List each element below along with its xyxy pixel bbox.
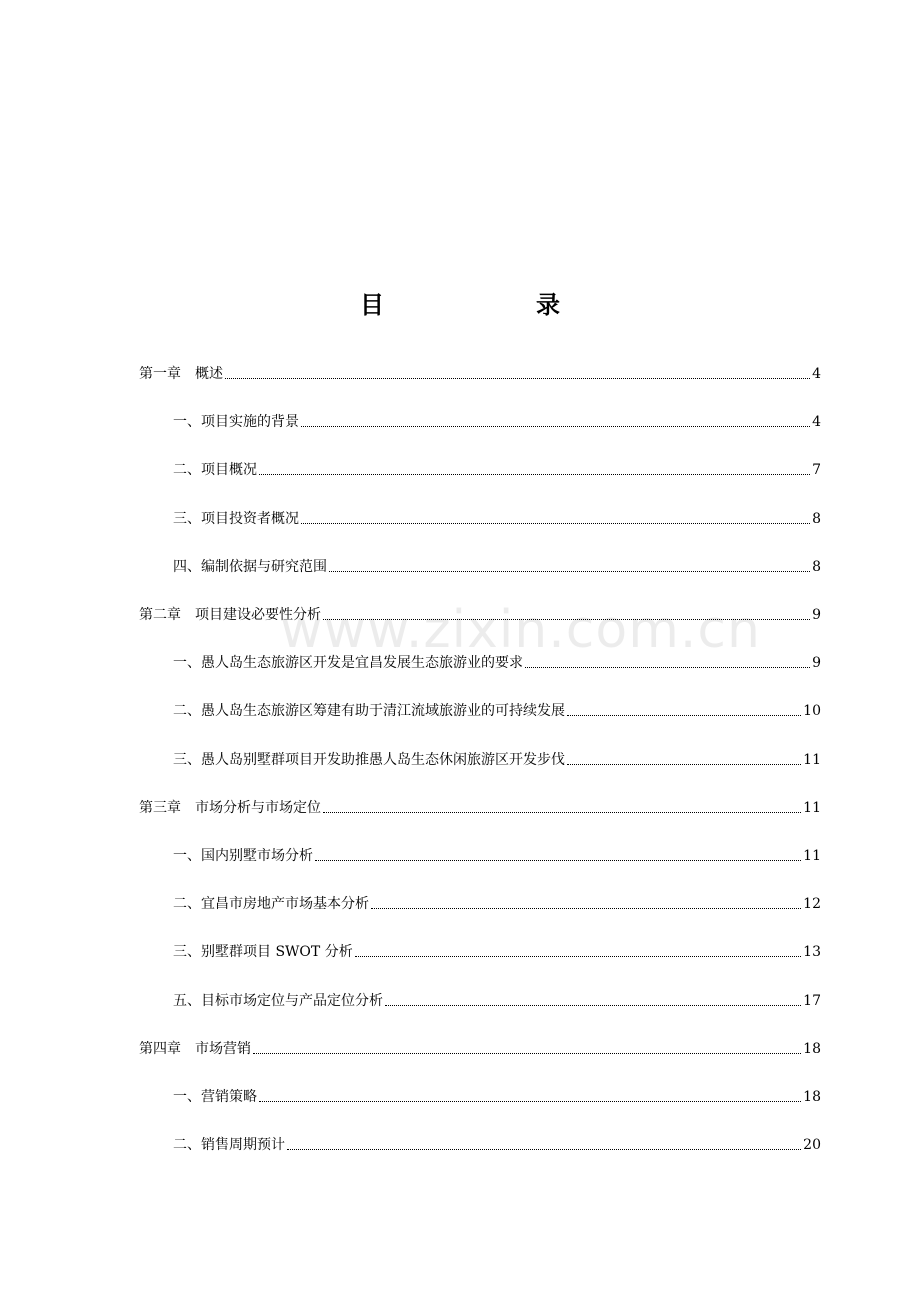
toc-page-number: 7 [812, 462, 821, 479]
toc-entry-label: 五、目标市场定位与产品定位分析 [173, 992, 383, 1009]
toc-entry[interactable] [173, 894, 821, 914]
toc-entry-label: 二、销售周期预计 [173, 1137, 285, 1154]
toc-page-number: 9 [812, 655, 821, 672]
toc-dot-leader [371, 908, 801, 909]
toc-page-number: 18 [803, 1089, 821, 1105]
toc-entry[interactable] [173, 1135, 821, 1155]
toc-page-number: 10 [803, 703, 821, 720]
toc-page-number: 8 [812, 558, 821, 575]
toc-dot-leader [567, 715, 801, 716]
toc-entry-label: 第三章 市场分析与市场定位 [139, 799, 321, 816]
toc-page-number: 13 [803, 944, 821, 961]
toc-entry-label: 一、营销策略 [173, 1089, 257, 1105]
toc-entry[interactable] [173, 991, 821, 1011]
toc-dot-leader [315, 860, 801, 861]
toc-entry-label: 一、国内别墅市场分析 [173, 848, 313, 864]
toc-entry-label: 第四章 市场营销 [139, 1040, 251, 1057]
toc-entry[interactable] [173, 701, 821, 721]
toc-entry[interactable] [173, 942, 821, 962]
toc-entry-label: 三、愚人岛别墅群项目开发助推愚人岛生态休闲旅游区开发步伐 [173, 751, 565, 768]
toc-page-number: 9 [812, 607, 821, 623]
toc-entry-label: 二、项目概况 [173, 462, 257, 479]
toc-page-number: 11 [803, 751, 821, 768]
toc-dot-leader [301, 523, 810, 524]
toc-dot-leader [301, 426, 810, 427]
toc-dot-leader [525, 667, 810, 668]
toc-entry[interactable] [173, 1087, 821, 1107]
toc-page-number: 12 [803, 896, 821, 913]
toc-dot-leader [385, 1005, 801, 1006]
toc-entry-label: 二、愚人岛生态旅游区筹建有助于清江流域旅游业的可持续发展 [173, 703, 565, 720]
toc-entry-label: 第二章 项目建设必要性分析 [139, 607, 321, 623]
toc-entry[interactable] [173, 509, 821, 529]
toc-dot-leader [323, 619, 810, 620]
toc-page-number: 17 [803, 992, 821, 1009]
toc-page-number: 18 [803, 1040, 821, 1057]
toc-dot-leader [225, 378, 810, 379]
toc-page-number: 4 [812, 366, 821, 382]
watermark: www.zixin.com.cn [280, 600, 761, 660]
toc-dot-leader [329, 571, 810, 572]
toc-dot-leader [567, 764, 801, 765]
toc-dot-leader [259, 474, 810, 475]
toc-entry[interactable] [173, 557, 821, 577]
toc-entry-label: 一、愚人岛生态旅游区开发是宜昌发展生态旅游业的要求 [173, 655, 523, 672]
toc-entry[interactable] [139, 364, 821, 384]
toc-dot-leader [323, 812, 801, 813]
toc-dot-leader [287, 1149, 801, 1150]
toc-page-number: 20 [803, 1137, 821, 1154]
toc-entry-label: 第一章 概述 [139, 366, 223, 382]
toc-page-number: 4 [812, 414, 821, 431]
toc-entry[interactable] [173, 750, 821, 770]
toc-entry[interactable] [173, 412, 821, 432]
toc-dot-leader [355, 956, 801, 957]
toc-entry[interactable] [139, 605, 821, 625]
toc-dot-leader [259, 1101, 801, 1102]
toc-entry-label: 三、项目投资者概况 [173, 510, 299, 527]
toc-page-number: 11 [803, 799, 821, 816]
toc-entry-label: 一、项目实施的背景 [173, 414, 299, 431]
toc-entry-label: 二、宜昌市房地产市场基本分析 [173, 896, 369, 913]
toc-entry-label: 四、编制依据与研究范围 [173, 558, 327, 575]
toc-entry-label: 三、别墅群项目 SWOT 分析 [173, 944, 353, 961]
page-title: 目 录 [360, 291, 624, 319]
toc-page-number: 8 [812, 510, 821, 527]
toc-dot-leader [253, 1053, 801, 1054]
toc-entry[interactable] [173, 460, 821, 480]
toc-entry[interactable] [139, 1039, 821, 1059]
toc-entry[interactable] [173, 653, 821, 673]
toc-page-number: 11 [803, 848, 821, 864]
toc-entry[interactable] [139, 798, 821, 818]
toc-entry[interactable] [173, 846, 821, 866]
